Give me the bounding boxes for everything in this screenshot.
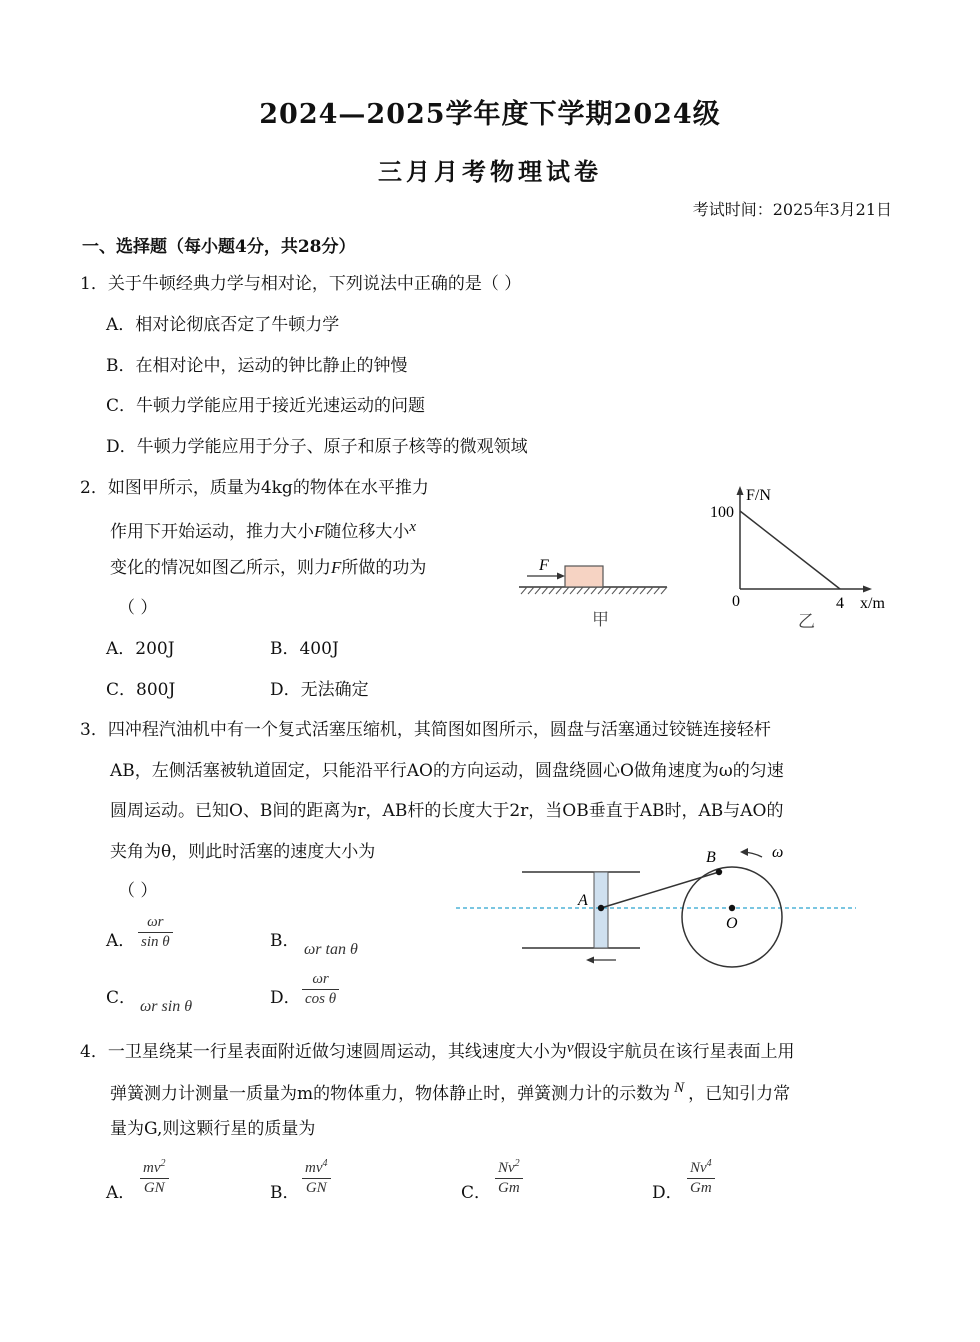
q1-option-d: D．牛顿力学能应用于分子、原子和原子核等的微观领域 [106, 437, 528, 457]
force-label: F [539, 557, 549, 574]
page-title: 2024—2025学年度下学期2024级 [259, 99, 721, 130]
q2-bracket: （ ） [118, 598, 158, 618]
q4-line2: 弹簧测力计测量一质量为m的物体重力，物体静止时，弹簧测力计的示数为 N ，已知引力常 [110, 1080, 791, 1104]
q4-line1: 4．一卫星绕某一行星表面附近做匀速圆周运动，其线速度大小为v假设宇航员在该行星表面上用 [80, 1040, 795, 1062]
q4-option-c-label: C． [461, 1183, 492, 1203]
x-axis-value: 4 [836, 595, 844, 612]
y-axis-label: F/N [746, 487, 771, 504]
figure-caption-jia: 甲 [592, 610, 609, 630]
x-axis-label: x/m [860, 595, 885, 612]
q2-figure-jia [515, 550, 675, 635]
q3-option-c-value: ωr sin θ [140, 998, 193, 1015]
q2-option-d: D．无法确定 [270, 680, 369, 700]
q3-bracket: （ ） [118, 881, 158, 901]
figure-caption-yi: 乙 [798, 612, 815, 632]
q1-option-c: C．牛顿力学能应用于接近光速运动的问题 [106, 396, 426, 416]
q3-option-b-label: B． [270, 931, 300, 951]
q3-option-b-value: ωr tan θ [304, 941, 358, 958]
page-subtitle: 三月月考物理试卷 [378, 157, 602, 186]
q4-option-a-label: A． [106, 1183, 136, 1203]
block [565, 566, 603, 587]
y-axis-value: 100 [710, 504, 734, 521]
q4-option-a-value: $mv^2$ GN [140, 1155, 169, 1197]
q4-option-c-value: Nv$^2$ Gm [495, 1155, 523, 1197]
q3-figure [452, 835, 860, 985]
q1-option-a: A．相对论彻底否定了牛顿力学 [106, 315, 340, 335]
label-a: A [578, 892, 588, 909]
q2-line1: 2．如图甲所示，质量为4kg的物体在水平推力 [80, 478, 429, 498]
q2-line2: 作用下开始运动，推力大小F随位移大小x [110, 519, 417, 542]
q4-option-b-label: B． [270, 1183, 300, 1203]
label-omega: ω [772, 844, 784, 861]
q3-line1: 3．四冲程汽油机中有一个复式活塞压缩机，其简图如图所示，圆盘与活塞通过铰链连接轻杆 [80, 720, 771, 740]
q3-option-d-label: D． [270, 988, 301, 1008]
section-heading: 一、选择题（每小题4分，共28分） [82, 237, 356, 257]
q2-option-c: C．800J [106, 680, 176, 700]
q3-option-a-value: ωr sin θ [138, 914, 173, 951]
origin-label: 0 [732, 593, 740, 610]
q3-option-a-label: A． [106, 931, 136, 951]
q4-option-d-label: D． [652, 1183, 683, 1203]
q4-option-d-value: Nv$^4$ Gm [687, 1155, 715, 1197]
q1-option-b: B．在相对论中，运动的钟比静止的钟慢 [106, 356, 408, 376]
label-b: B [706, 849, 716, 866]
q4-line3: 量为G,则这颗行星的质量为 [110, 1119, 316, 1139]
q1-stem: 1．关于牛顿经典力学与相对论，下列说法中正确的是（ ） [80, 274, 522, 294]
q2-option-b: B．400J [270, 639, 339, 659]
exam-time: 考试时间：2025年3月21日 [692, 200, 892, 219]
q3-option-c-label: C． [106, 988, 137, 1008]
q3-option-d-value: ωr cos θ [302, 971, 339, 1008]
q2-option-a: A．200J [106, 639, 175, 659]
q2-figure-yi [710, 484, 900, 634]
q3-line3: 圆周运动。已知O、B间的距离为r，AB杆的长度大于2r，当OB垂直于AB时，AB与AO的 [110, 801, 784, 821]
q2-line3: 变化的情况如图乙所示，则力F所做的功为 [110, 558, 427, 578]
q3-line2: AB，左侧活塞被轨道固定，只能沿平行AO的方向运动，圆盘绕圆心O做角速度为ω的匀速 [110, 761, 784, 781]
q4-option-b-value: $mv^4$ GN [302, 1155, 331, 1197]
label-o: O [726, 915, 738, 932]
q3-line4: 夹角为θ，则此时活塞的速度大小为 [110, 842, 376, 862]
